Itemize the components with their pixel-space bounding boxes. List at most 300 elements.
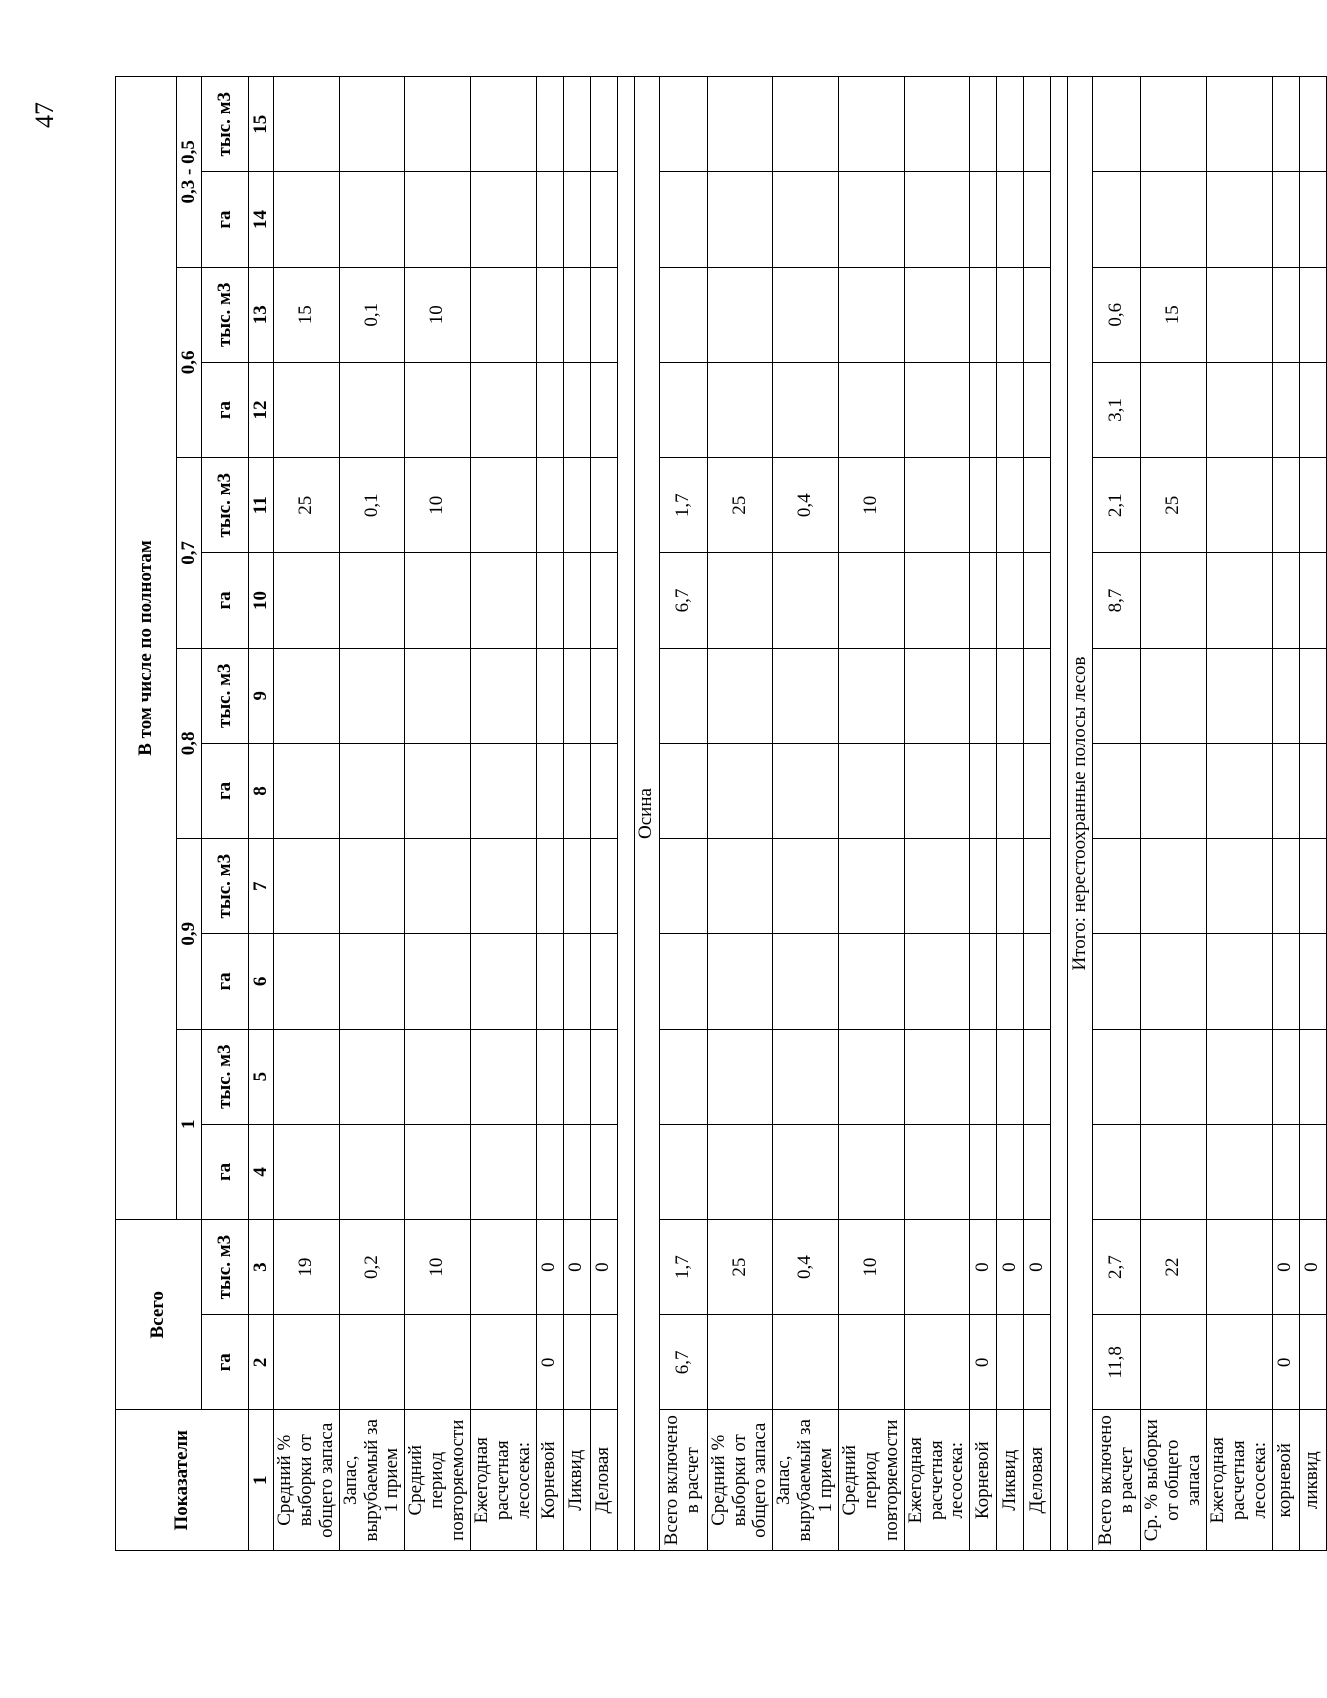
column-number: 15 [249, 77, 274, 172]
table-cell [773, 172, 839, 267]
table-cell: 6,7 [659, 1315, 707, 1410]
table-cell [590, 1315, 617, 1410]
column-number: 9 [249, 648, 274, 743]
table-cell [1093, 839, 1141, 934]
table-cell [1024, 648, 1051, 743]
table-cell [839, 648, 905, 743]
table-cell [1024, 1315, 1051, 1410]
row-label: Средний % выборки от общего запаса [274, 1410, 340, 1551]
table-cell [1299, 839, 1326, 934]
table-cell [536, 934, 563, 1029]
table-cell [339, 839, 405, 934]
spacer-cell [1051, 77, 1068, 1551]
table-cell [773, 77, 839, 172]
table-cell: 0,1 [339, 458, 405, 553]
unit-thousand-m3: тыс. м3 [202, 458, 249, 553]
table-cell [904, 934, 970, 1029]
table-cell [536, 172, 563, 267]
forest-harvest-table [115, 76, 1327, 1551]
table-cell [563, 458, 590, 553]
table-cell [590, 267, 617, 362]
table-cell: 0,4 [773, 1220, 839, 1315]
table-cell [1141, 648, 1207, 743]
table-cell [997, 743, 1024, 838]
row-label: Ср. % выборки от общего запаса [1141, 1410, 1207, 1551]
table-cell: 15 [274, 267, 340, 362]
section-row [1068, 77, 1093, 1551]
table-cell [970, 172, 997, 267]
table-cell [471, 648, 537, 743]
table-cell [1207, 267, 1273, 362]
page-number: 47 [30, 102, 59, 128]
table-cell: 0 [1299, 1220, 1326, 1315]
table-cell [274, 553, 340, 648]
table-cell [707, 267, 773, 362]
table-cell [1272, 553, 1299, 648]
unit-ha: га [202, 172, 249, 267]
table-cell [707, 172, 773, 267]
table-cell [405, 1315, 471, 1410]
table-cell [274, 1315, 340, 1410]
density-header: 0,8 [177, 648, 202, 838]
table-cell [1299, 743, 1326, 838]
table-row [563, 77, 590, 1551]
table-cell [405, 362, 471, 457]
section-spacer [1051, 77, 1068, 1551]
table-cell [1141, 743, 1207, 838]
table-cell [707, 77, 773, 172]
table-cell [1207, 458, 1273, 553]
table-cell [773, 1124, 839, 1219]
table-cell [839, 1124, 905, 1219]
table-cell [563, 77, 590, 172]
table-cell [274, 1124, 340, 1219]
table-cell [970, 839, 997, 934]
table-cell [839, 934, 905, 1029]
table-cell: 0,6 [1093, 267, 1141, 362]
table-row [970, 77, 997, 1551]
table-cell [274, 77, 340, 172]
table-cell: 8,7 [1093, 553, 1141, 648]
table-cell [839, 1315, 905, 1410]
table-cell: 0 [1272, 1220, 1299, 1315]
column-number: 2 [249, 1315, 274, 1410]
table-cell [536, 1029, 563, 1124]
table-cell [707, 648, 773, 743]
table-row [773, 77, 839, 1551]
density-header: 0,7 [177, 458, 202, 648]
table-cell [997, 458, 1024, 553]
table-cell [1299, 1315, 1326, 1410]
table-cell [1093, 1124, 1141, 1219]
table-cell [1207, 648, 1273, 743]
table-cell [1141, 362, 1207, 457]
table-cell: 0 [1024, 1220, 1051, 1315]
table-cell [1207, 1220, 1273, 1315]
table-cell: 0 [536, 1220, 563, 1315]
table-cell [659, 743, 707, 838]
table-row [659, 77, 707, 1551]
table-cell [997, 362, 1024, 457]
table-cell [1093, 743, 1141, 838]
column-number: 3 [249, 1220, 274, 1315]
row-label: Корневой [536, 1410, 563, 1551]
table-cell [536, 743, 563, 838]
section-title: Итого: нерестоохранные полосы лесов [1068, 77, 1093, 1551]
table-cell: 6,7 [659, 553, 707, 648]
table-cell [405, 1029, 471, 1124]
table-cell [1141, 1029, 1207, 1124]
table-row [471, 77, 537, 1551]
row-label: Средний период повторяемости [405, 1410, 471, 1551]
column-number: 8 [249, 743, 274, 838]
unit-thousand-m3: тыс. м3 [202, 77, 249, 172]
column-number: 5 [249, 1029, 274, 1124]
table-cell: 25 [1141, 458, 1207, 553]
table-cell [471, 1124, 537, 1219]
table-cell [471, 1029, 537, 1124]
table-cell [1272, 172, 1299, 267]
column-number: 7 [249, 839, 274, 934]
table-row [839, 77, 905, 1551]
table-cell [773, 267, 839, 362]
table-cell [536, 77, 563, 172]
table-cell [773, 1029, 839, 1124]
row-label: Запас, вырубаемый за 1 прием [339, 1410, 405, 1551]
table-row [997, 77, 1024, 1551]
table-cell [339, 934, 405, 1029]
table-row [1024, 77, 1051, 1551]
table-cell [1207, 172, 1273, 267]
table-cell [339, 77, 405, 172]
table-cell [563, 1124, 590, 1219]
row-label: Ежегодная расчетная лесосека: [471, 1410, 537, 1551]
table-row [590, 77, 617, 1551]
column-number: 14 [249, 172, 274, 267]
table-cell [659, 1029, 707, 1124]
table-cell [536, 1124, 563, 1219]
table-cell [274, 362, 340, 457]
table-cell [405, 743, 471, 838]
table-cell [405, 172, 471, 267]
table-cell [563, 267, 590, 362]
unit-ha: га [202, 934, 249, 1029]
table-cell [997, 839, 1024, 934]
row-label: Средний период повторяемости [839, 1410, 905, 1551]
table-cell [405, 77, 471, 172]
table-cell [471, 553, 537, 648]
table-cell [471, 1220, 537, 1315]
table-cell [590, 648, 617, 743]
by-density-header: В том числе по полнотам [116, 77, 177, 1220]
table-cell [563, 553, 590, 648]
table-row [274, 77, 340, 1551]
table-cell [904, 267, 970, 362]
table-cell [339, 1029, 405, 1124]
table-cell [339, 1315, 405, 1410]
table-row [904, 77, 970, 1551]
table-cell: 2,1 [1093, 458, 1141, 553]
table-cell [970, 458, 997, 553]
total-header: Всего [116, 1220, 202, 1410]
unit-ha: га [202, 743, 249, 838]
table-cell [339, 362, 405, 457]
table-cell [590, 172, 617, 267]
table-cell [1024, 553, 1051, 648]
table-cell [405, 839, 471, 934]
table-cell [707, 1315, 773, 1410]
density-header: 0,9 [177, 839, 202, 1029]
table-cell: 25 [707, 458, 773, 553]
table-cell [1299, 1029, 1326, 1124]
unit-ha: га [202, 362, 249, 457]
table-cell [707, 362, 773, 457]
table-cell [997, 1315, 1024, 1410]
table-cell: 3,1 [1093, 362, 1141, 457]
table-cell [997, 267, 1024, 362]
table-cell: 15 [1141, 267, 1207, 362]
spacer-cell [617, 77, 634, 1551]
row-label: Ликвид [563, 1410, 590, 1551]
table-cell [659, 934, 707, 1029]
table-cell [471, 362, 537, 457]
table-cell [536, 648, 563, 743]
table-cell [1141, 1124, 1207, 1219]
table-cell [1141, 839, 1207, 934]
table-cell [563, 934, 590, 1029]
table-cell [405, 553, 471, 648]
unit-thousand-m3: тыс. м3 [202, 1220, 249, 1315]
table-cell [1207, 934, 1273, 1029]
table-cell [1299, 1124, 1326, 1219]
table-cell [659, 1124, 707, 1219]
table-cell: 1,7 [659, 458, 707, 553]
table-cell [1299, 77, 1326, 172]
row-label: ликвид [1299, 1410, 1326, 1551]
table-cell [1272, 77, 1299, 172]
row-label: Корневой [970, 1410, 997, 1551]
table-cell [563, 648, 590, 743]
table-cell [904, 362, 970, 457]
table-cell [563, 362, 590, 457]
table-cell [471, 1315, 537, 1410]
table-cell [590, 1124, 617, 1219]
table-cell [1141, 934, 1207, 1029]
column-number: 6 [249, 934, 274, 1029]
density-header: 0,6 [177, 267, 202, 457]
table-cell: 0 [1272, 1315, 1299, 1410]
row-label: Запас, вырубаемый за 1 прием [773, 1410, 839, 1551]
table-cell [970, 648, 997, 743]
table-cell: 0,2 [339, 1220, 405, 1315]
table-cell [997, 934, 1024, 1029]
table-cell [904, 1220, 970, 1315]
table-cell [970, 553, 997, 648]
table-cell [773, 1315, 839, 1410]
section-title: Осина [634, 77, 659, 1551]
table-cell [773, 743, 839, 838]
table-cell [590, 839, 617, 934]
row-label: Всего включено в расчет [659, 1410, 707, 1551]
table-cell [1299, 553, 1326, 648]
table-cell [274, 172, 340, 267]
table-cell [1299, 458, 1326, 553]
table-cell [590, 553, 617, 648]
table-cell [707, 553, 773, 648]
table-cell [536, 458, 563, 553]
table-cell [1207, 553, 1273, 648]
table-row [1272, 77, 1299, 1551]
table-cell [997, 1029, 1024, 1124]
column-number: 1 [249, 1410, 274, 1551]
table-cell: 10 [405, 1220, 471, 1315]
table-cell [563, 172, 590, 267]
table-cell [970, 1124, 997, 1219]
table-cell [471, 458, 537, 553]
table-cell: 0 [970, 1315, 997, 1410]
column-number: 4 [249, 1124, 274, 1219]
density-header: 1 [177, 1029, 202, 1219]
table-cell [707, 934, 773, 1029]
table-cell [405, 934, 471, 1029]
table-cell: 0 [590, 1220, 617, 1315]
table-cell [659, 839, 707, 934]
table-cell [590, 743, 617, 838]
table-cell [659, 267, 707, 362]
table-cell [1272, 934, 1299, 1029]
table-cell [1093, 77, 1141, 172]
table-cell [970, 267, 997, 362]
table-cell [274, 1029, 340, 1124]
row-label: Деловая [1024, 1410, 1051, 1551]
table-cell [707, 1124, 773, 1219]
table-cell [274, 839, 340, 934]
table-row [536, 77, 563, 1551]
table-cell [1207, 362, 1273, 457]
table-cell [1024, 1124, 1051, 1219]
row-label: корневой [1272, 1410, 1299, 1551]
table-cell [1093, 934, 1141, 1029]
unit-thousand-m3: тыс. м3 [202, 267, 249, 362]
unit-ha: га [202, 1124, 249, 1219]
table-cell: 1,7 [659, 1220, 707, 1315]
table-cell [563, 839, 590, 934]
table-cell [274, 648, 340, 743]
table-cell: 11,8 [1093, 1315, 1141, 1410]
table-cell [1024, 1029, 1051, 1124]
table-cell [339, 1124, 405, 1219]
density-header: 0,3 - 0,5 [177, 77, 202, 268]
column-number: 13 [249, 267, 274, 362]
table-cell [839, 743, 905, 838]
table-cell [339, 743, 405, 838]
table-cell [1093, 648, 1141, 743]
table-cell [904, 1029, 970, 1124]
table-cell [904, 743, 970, 838]
table-cell [997, 648, 1024, 743]
table-cell [1141, 77, 1207, 172]
rotated-table-frame [115, 76, 1323, 1551]
table-cell [1141, 172, 1207, 267]
table-cell: 0 [563, 1220, 590, 1315]
table-cell [659, 172, 707, 267]
table-cell [839, 267, 905, 362]
table-cell: 10 [839, 1220, 905, 1315]
table-cell [773, 839, 839, 934]
table-cell [1299, 362, 1326, 457]
table-cell [405, 648, 471, 743]
table-cell [904, 839, 970, 934]
table-cell [536, 267, 563, 362]
table-cell [659, 648, 707, 743]
table-cell [405, 1124, 471, 1219]
table-cell [997, 172, 1024, 267]
table-cell [1024, 839, 1051, 934]
indicators-header: Показатели [116, 1410, 249, 1551]
table-cell [563, 743, 590, 838]
table-cell [1299, 267, 1326, 362]
column-number: 10 [249, 553, 274, 648]
unit-ha: га [202, 553, 249, 648]
table-cell [707, 839, 773, 934]
table-cell [707, 743, 773, 838]
column-number: 11 [249, 458, 274, 553]
table-cell [839, 553, 905, 648]
table-cell [904, 458, 970, 553]
table-cell [997, 77, 1024, 172]
table-cell [970, 934, 997, 1029]
table-cell [1299, 172, 1326, 267]
table-cell: 0,1 [339, 267, 405, 362]
table-cell: 10 [405, 267, 471, 362]
table-cell [1207, 1315, 1273, 1410]
table-cell [1207, 1124, 1273, 1219]
table-cell [471, 172, 537, 267]
table-cell [1272, 1124, 1299, 1219]
rotated-table-sheet [115, 76, 1323, 1551]
row-label: Ликвид [997, 1410, 1024, 1551]
table-cell [1093, 1029, 1141, 1124]
table-cell [1299, 648, 1326, 743]
table-cell: 0,4 [773, 458, 839, 553]
table-cell [1272, 362, 1299, 457]
table-cell [1272, 743, 1299, 838]
table-cell [707, 1029, 773, 1124]
table-cell [590, 77, 617, 172]
table-cell: 19 [274, 1220, 340, 1315]
header-row [116, 77, 177, 1551]
table-cell: 25 [707, 1220, 773, 1315]
table-cell [904, 1315, 970, 1410]
table-cell [1272, 648, 1299, 743]
table-cell [339, 172, 405, 267]
table-row [707, 77, 773, 1551]
table-row [1299, 77, 1326, 1551]
table-cell [1207, 1029, 1273, 1124]
table-cell [1024, 172, 1051, 267]
table-cell [1272, 458, 1299, 553]
table-cell: 0 [536, 1315, 563, 1410]
table-cell: 0 [997, 1220, 1024, 1315]
table-cell [1207, 77, 1273, 172]
table-cell [536, 839, 563, 934]
column-number: 12 [249, 362, 274, 457]
table-cell: 10 [405, 458, 471, 553]
table-cell: 25 [274, 458, 340, 553]
table-row [1207, 77, 1273, 1551]
table-cell [471, 267, 537, 362]
table-cell [471, 743, 537, 838]
